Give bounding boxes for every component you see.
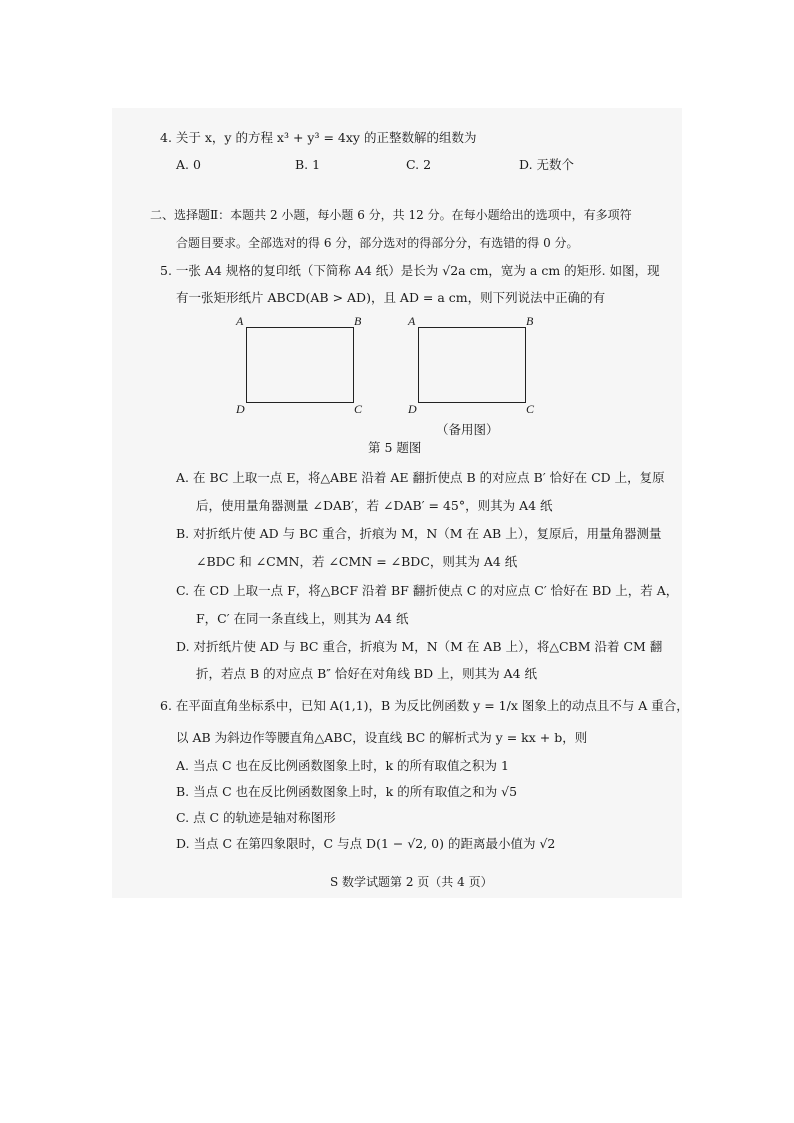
q6-option-d: D. 当点 C 在第四象限时，C 与点 D(1 − √2, 0) 的距离最小值为 √2 — [176, 836, 556, 851]
q6-stem-line1: 6. 在平面直角坐标系中，已知 A(1,1)，B 为反比例函数 y = 1/x 图象上的动点且不与 A 重合， — [160, 698, 689, 713]
q4-option-d: D. 无数个 — [519, 157, 575, 172]
rectangle-abcd-spare — [418, 327, 526, 403]
label-c: C — [354, 402, 363, 416]
label-a: A — [408, 314, 416, 328]
q6-stem-line2: 以 AB 为斜边作等腰直角△ABC，设直线 BC 的解析式为 y = kx + b，则 — [176, 730, 588, 745]
q5-option-c-line1: C. 在 CD 上取一点 F，将△BCF 沿着 BF 翻折使点 C 的对应点 C′ 恰好在 BD 上，若 A， — [176, 583, 679, 598]
label-c: C — [526, 402, 535, 416]
q5-option-d-line2: 折，若点 B 的对应点 B″ 恰好在对角线 BD 上，则其为 A4 纸 — [196, 666, 538, 681]
figure-caption: 第 5 题图 — [368, 440, 422, 455]
q5-option-a-line2: 后，使用量角器测量 ∠DAB′，若 ∠DAB′ = 45°，则其为 A4 纸 — [196, 498, 553, 513]
q6-option-b: B. 当点 C 也在反比例函数图象上时，k 的所有取值之和为 √5 — [176, 784, 518, 799]
q6-option-a: A. 当点 C 也在反比例函数图象上时，k 的所有取值之积为 1 — [176, 758, 509, 773]
label-d: D — [408, 402, 417, 416]
page-footer: S 数学试题第 2 页（共 4 页） — [330, 875, 493, 889]
q5-option-a-line1: A. 在 BC 上取一点 E，将△ABE 沿着 AE 翻折使点 B 的对应点 B′ 恰好在 CD 上，复原 — [176, 470, 665, 485]
q6-option-c: C. 点 C 的轨迹是轴对称图形 — [176, 810, 336, 825]
label-d: D — [236, 402, 245, 416]
section2-line1: 二、选择题Ⅱ：本题共 2 小题，每小题 6 分，共 12 分。在每小题给出的选项中，有多项符 — [150, 208, 632, 222]
section2-line2: 合题目要求。全部选对的得 6 分，部分选对的得部分分，有选错的得 0 分。 — [176, 236, 579, 250]
q5-option-d-line1: D. 对折纸片使 AD 与 BC 重合，折痕为 M，N（M 在 AB 上），将△CBM 沿着 CM 翻 — [176, 639, 663, 654]
spare-figure-caption: （备用图） — [436, 422, 499, 437]
q5-stem-line1: 5. 一张 A4 规格的复印纸（下简称 A4 纸）是长为 √2a cm，宽为 a cm 的矩形. 如图，现 — [160, 263, 660, 278]
q4-stem: 4. 关于 x，y 的方程 x³ + y³ = 4xy 的正整数解的组数为 — [160, 130, 477, 145]
q4-option-a: A. 0 — [176, 157, 201, 172]
label-b: B — [354, 314, 362, 328]
label-a: A — [236, 314, 244, 328]
q5-option-b-line2: ∠BDC 和 ∠CMN，若 ∠CMN = ∠BDC，则其为 A4 纸 — [196, 554, 518, 569]
q4-option-c: C. 2 — [406, 157, 432, 172]
q5-option-b-line1: B. 对折纸片使 AD 与 BC 重合，折痕为 M，N（M 在 AB 上），复原后，用量角器测量 — [176, 526, 662, 541]
q5-option-c-line2: F，C′ 在同一条直线上，则其为 A4 纸 — [196, 611, 409, 626]
q5-stem-line2: 有一张矩形纸片 ABCD(AB > AD)，且 AD = a cm，则下列说法中正确的有 — [176, 290, 606, 305]
q4-option-b: B. 1 — [295, 157, 321, 172]
label-b: B — [526, 314, 534, 328]
rectangle-abcd — [246, 327, 354, 403]
